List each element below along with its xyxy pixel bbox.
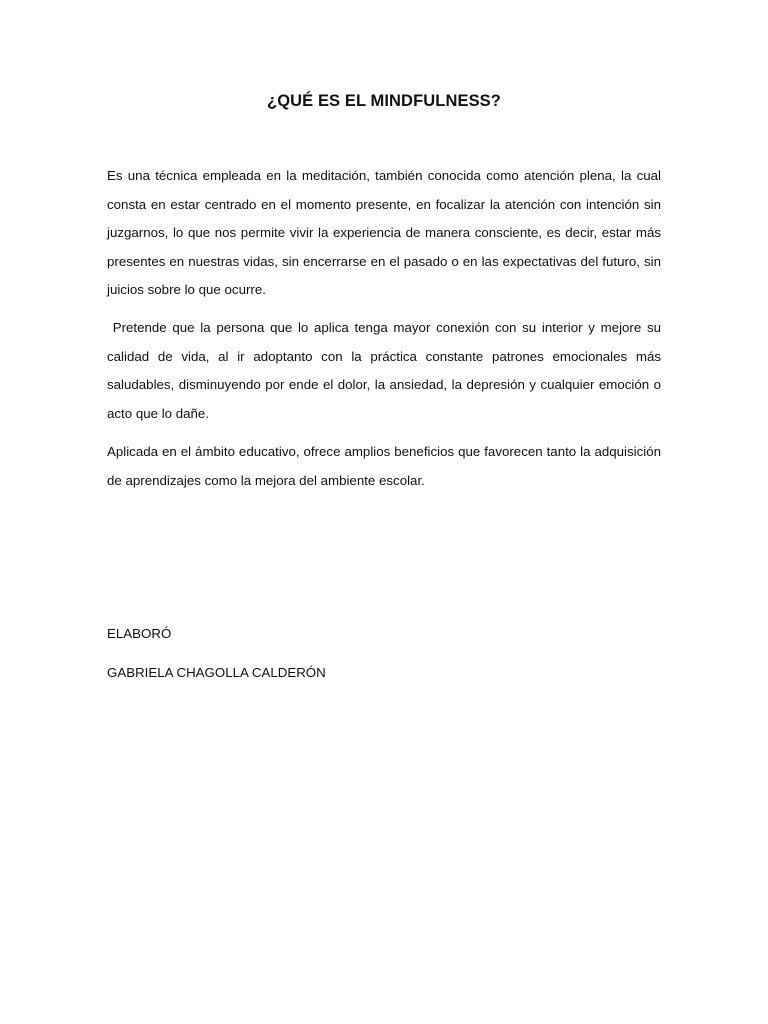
paragraph-definition: Es una técnica empleada en la meditación, también conocida como atención plena, la cual consta en estar centrado en el momento presente, en focalizar la atención con intención sin juzgarnos, lo que nos permite vivir la experiencia de manera consciente, es decir, estar más presentes en nuestras vidas, sin encerrarse en el pasado o en las expectativas del futuro, sin juicios sobre lo que ocurre. <box>107 168 661 298</box>
document-title: ¿QUÉ ES EL MINDFULNESS? <box>267 92 501 110</box>
paragraph-purpose: Pretende que la persona que lo aplica tenga mayor conexión con su interior y mejore su calidad de vida, al ir adoptanto con la práctica constante patrones emocionales más saludables, disminuyendo por ende el dolor, la ansiedad, la depresión y cualquier emoción o acto que lo dañe. <box>107 320 665 421</box>
signature-label: ELABORÓ <box>107 626 172 641</box>
paragraph-education: Aplicada en el ámbito educativo, ofrece amplios beneficios que favorecen tanto la adquisición de aprendizajes como la mejora del ambiente escolar. <box>107 444 661 488</box>
signature-name: GABRIELA CHAGOLLA CALDERÓN <box>107 665 326 680</box>
